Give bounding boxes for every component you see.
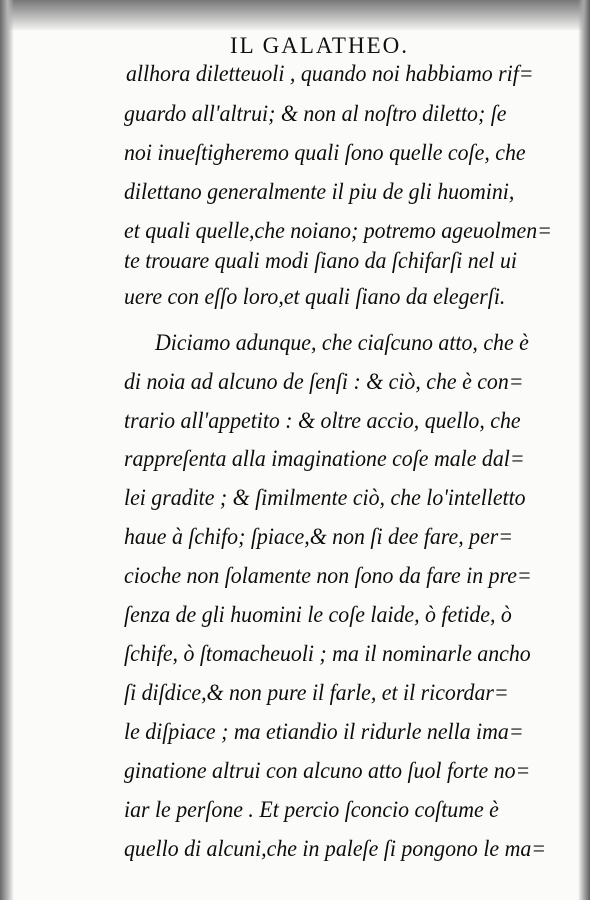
text-line: allhora diletteuoli , quando noi habbiamo rif=	[126, 61, 534, 87]
text-line: noi inueſtigheremo quali ſono quelle coſe, che	[124, 140, 526, 166]
text-line: Diciamo adunque, che ciaſcuno atto, che è	[155, 330, 529, 356]
text-line: ſi diſdice,& non pure il farle, et il ricordar=	[124, 680, 509, 706]
text-line: et quali quelle,che noiano; potremo ageuolmen=	[124, 218, 552, 244]
text-line: haue à ſchifo; ſpiace,& non ſi dee fare, per=	[124, 524, 514, 550]
text-line: le diſpiace ; ma etiandio il ridurle nella ima=	[124, 719, 524, 745]
text-line: guardo all'altrui; & non al noſtro diletto; ſe	[124, 101, 507, 127]
text-line: lei gradite ; & ſimilmente ciò, che lo'intelletto	[124, 485, 526, 511]
text-line: te trouare quali modi ſiano da ſchifarſi nel ui	[124, 248, 517, 274]
text-line: di noia ad alcuno de ſenſi : & ciò, che è con=	[124, 369, 524, 395]
text-line: uere con eſſo loro,et quali ſiano da elegerſi.	[124, 284, 506, 310]
text-line: rappreſenta alla imaginatione coſe male dal=	[124, 446, 525, 472]
text-line: ſenza de gli huomini le coſe laide, ò fetide, ò	[124, 602, 512, 628]
text-line: dilettano generalmente il piu de gli huomini,	[124, 179, 515, 205]
text-line: quello di alcuni,che in paleſe ſi pongono le ma=	[124, 836, 547, 862]
running-head: IL GALATHEO.	[230, 33, 410, 58]
text-line: ginatione altrui con alcuno atto ſuol forte no=	[124, 758, 531, 784]
text-line: cioche non ſolamente non ſono da fare in pre=	[124, 563, 532, 589]
text-line: iar le perſone . Et percio ſconcio coſtume è	[124, 797, 499, 823]
text-line: trario all'appetito : & oltre accio, quello, che	[124, 408, 521, 434]
text-line: ſchife, ò ſtomacheuoli ; ma il nominarle ancho	[124, 641, 531, 667]
